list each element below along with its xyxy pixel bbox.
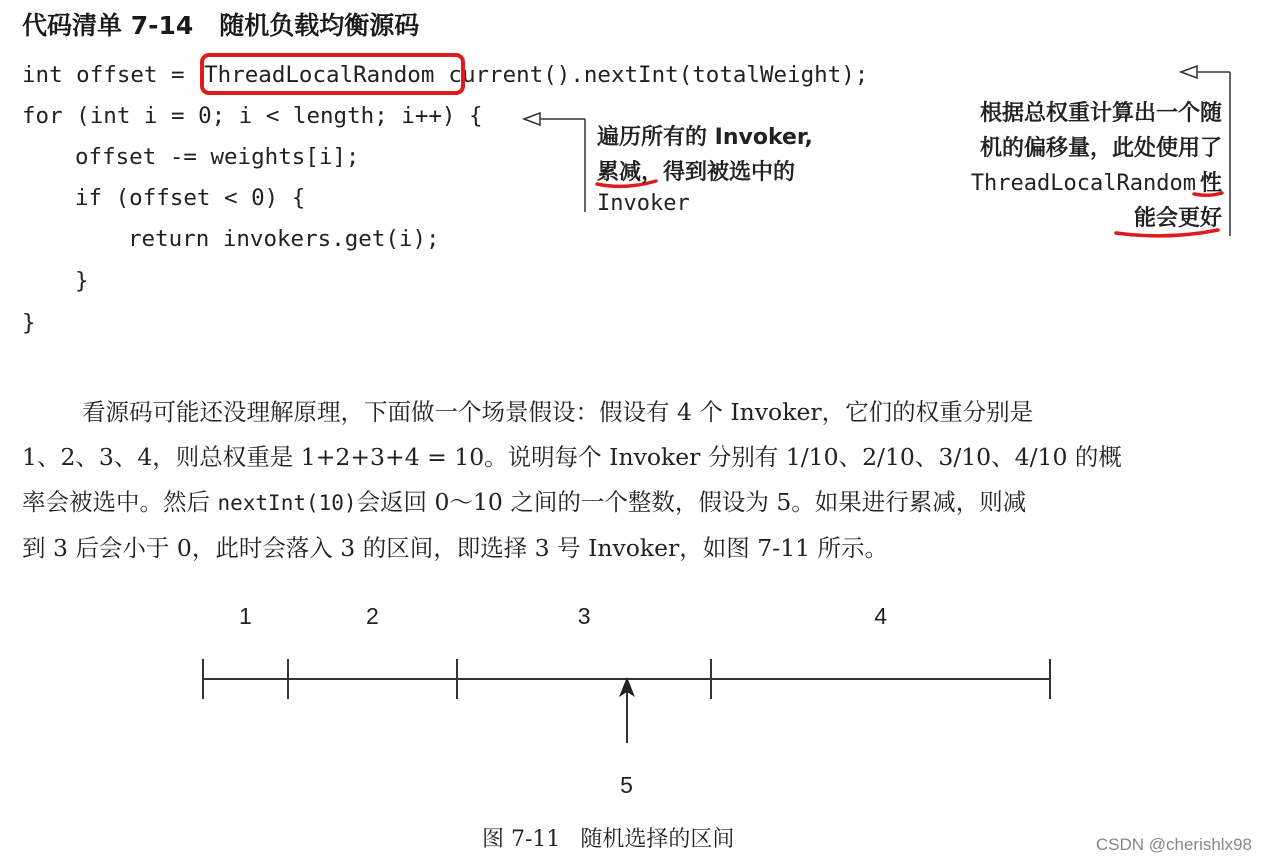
loop-annotation-line-3: Invoker: [597, 191, 690, 216]
listing-name: 随机负载均衡源码: [219, 11, 420, 40]
figure-caption: 图 7-11 随机选择的区间: [482, 827, 735, 852]
interval-label: 4: [874, 603, 887, 629]
code-line-1: int offset = ThreadLocalRandom current().nextInt(totalWeight);: [22, 62, 869, 88]
code-line-7: }: [22, 310, 36, 336]
loop-annotation-line-2: 累减，得到被选中的: [597, 160, 796, 185]
random-annotation-line-1: 根据总权重计算出一个随: [979, 101, 1222, 126]
interval-label: 3: [577, 603, 591, 629]
inline-code: nextInt(10): [217, 491, 357, 515]
code-highlight: ThreadLocalRandom: [204, 62, 435, 88]
loop-annotation-line-1: 遍历所有的 Invoker,: [597, 125, 813, 150]
loop-underlined-word: 累减: [597, 160, 642, 185]
pointer-label: 5: [620, 772, 633, 798]
random-annotation-line-4: 能会更好: [1133, 206, 1222, 231]
interval-tick: [456, 659, 458, 699]
code-line-3: offset -= weights[i];: [75, 144, 360, 170]
interval-label: 1: [238, 603, 252, 629]
interval-tick: [710, 659, 712, 699]
random-arrow-head: [1181, 66, 1197, 78]
random-annotation-line-3: ThreadLocalRandom 性: [970, 171, 1222, 196]
pointer-arrow-head: [615, 677, 639, 701]
code-line-2: for (int i = 0; i < length; i++) {: [22, 103, 483, 129]
interval-tick: [287, 659, 289, 699]
code-line-5: return invokers.get(i);: [128, 226, 440, 252]
paragraph-line-2: 1、2、3、4，则总权重是 1+2+3+4 = 10。说明每个 Invoker 分别有 1/10、2/10、3/10、4/10 的概: [22, 443, 1122, 471]
listing-number: 代码清单 7-14: [22, 11, 194, 40]
code-line-6: }: [75, 268, 89, 294]
paragraph-line-3: 率会被选中。然后 nextInt(10)会返回 0～10 之间的一个整数，假设为 5。如果进行累减，则减: [22, 488, 1027, 516]
paragraph-line-4: 到 3 后会小于 0，此时会落入 3 的区间，即选择 3 号 Invoker，如图 7-11 所示。: [22, 534, 889, 562]
loop-arrow-head: [524, 113, 540, 125]
watermark: CSDN @cherishlx98: [1095, 835, 1252, 854]
random-annotation-line-2: 机的偏移量，此处使用了: [979, 136, 1222, 161]
random-underlined-xing: 性: [1199, 171, 1222, 196]
code-line-4: if (offset < 0) {: [75, 185, 306, 211]
paragraph-line-1: 看源码可能还没理解原理，下面做一个场景假设：假设有 4 个 Invoker，它们的权重分别是: [82, 398, 1034, 426]
interval-label: 2: [365, 603, 379, 629]
interval-tick: [1049, 659, 1051, 699]
interval-tick: [202, 659, 204, 699]
